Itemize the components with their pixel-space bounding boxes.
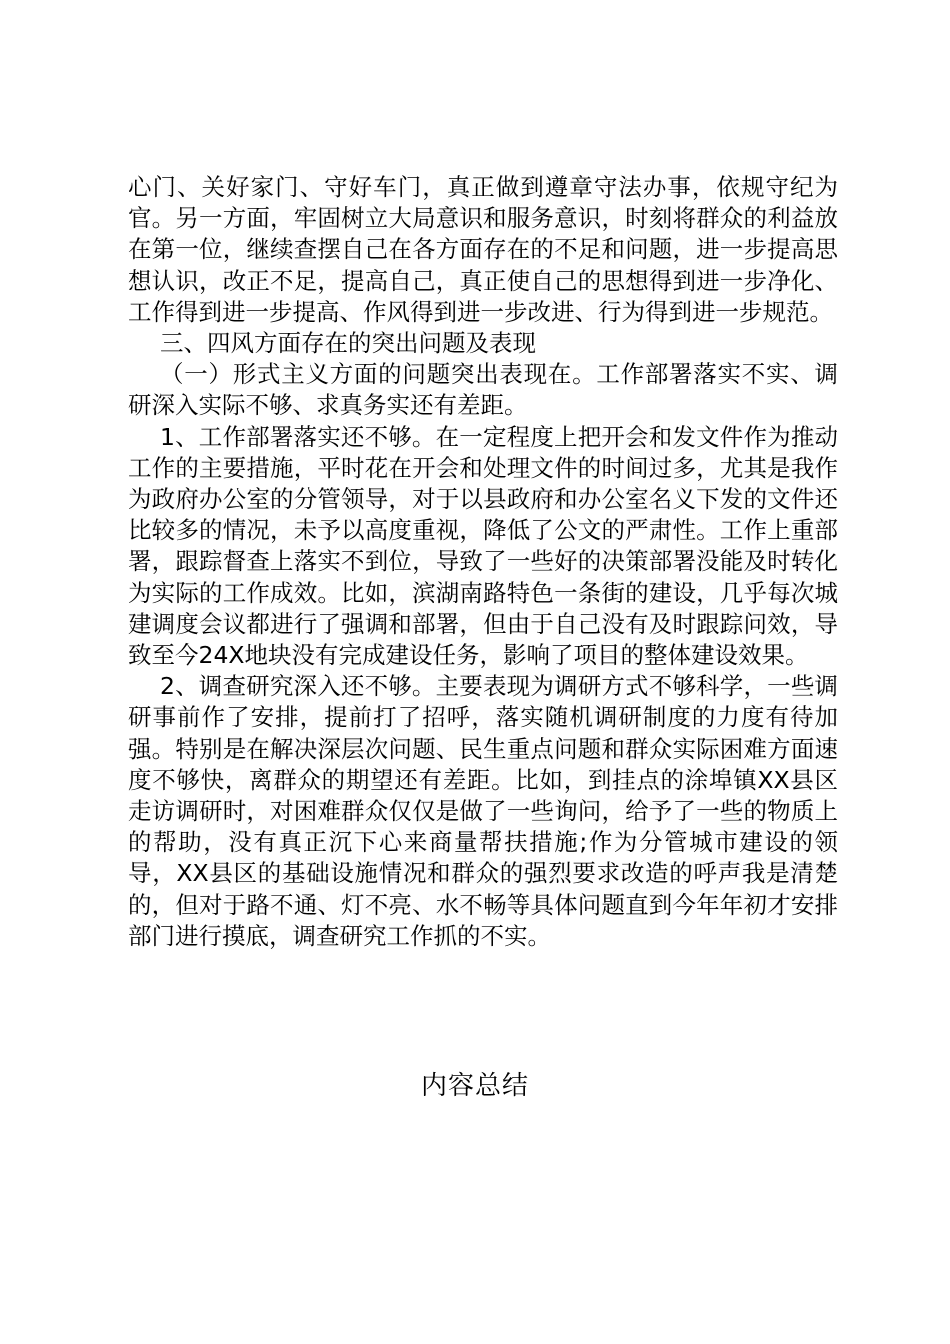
section-heading-four-winds: 三、四风方面存在的突出问题及表现: [160, 329, 536, 358]
subsection-formalism: （一）形式主义方面的问题突出表现在。工作部署落实不实、调研深入实际不够、求真务实还有差距。: [128, 360, 838, 420]
paragraph-continued: 心门、关好家门、守好车门，真正做到遵章守法办事，依规守纪为官。另一方面，牢固树立大局意识和服务意识，时刻将群众的利益放在第一位，继续查摆自己在各方面存在的不足和问题，进一步提高思想认识，改正不足，提高自己，真正使自己的思想得到进一步净化、工作得到进一步提高、作风得到进一步改进、行为得到进一步规范。: [128, 173, 838, 326]
item-work-deployment: 1、工作部署落实还不够。在一定程度上把开会和发文件作为推动工作的主要措施，平时花在开会和处理文件的时间过多，尤其是我作为政府办公室的分管领导，对于以县政府和办公室名义下发的文件还比较多的情况，未予以高度重视，降低了公文的严肃性。工作上重部署，跟踪督查上落实不到位，导致了一些好的决策部署没能及时转化为实际的工作成效。比如，滨湖南路特色一条街的建设，几乎每次城建调度会议都进行了强调和部署，但由于自己没有及时跟踪问效，导致至今24X地块没有完成建设任务，影响了项目的整体建设效果。: [128, 422, 838, 670]
summary-title: 内容总结: [420, 1071, 529, 1101]
item-investigation-research: 2、调查研究深入还不够。主要表现为调研方式不够科学，一些调研事前作了安排，提前打了招呼，落实随机调研制度的力度有待加强。特别是在解决深层次问题、民生重点问题和群众实际困难方面速度不够快，离群众的期望还有差距。比如，到挂点的涂埠镇XX县区走访调研时，对困难群众仅仅是做了一些询问，给予了一些的物质上的帮助，没有真正沉下心来商量帮扶措施;作为分管城市建设的领导，XX县区的基础设施情况和群众的强烈要求改造的呼声我是清楚的，但对于路不通、灯不亮、水不畅等具体问题直到今年年初才安排部门进行摸底，调查研究工作抓的不实。: [128, 672, 838, 950]
document-body: [128, 172, 838, 952]
